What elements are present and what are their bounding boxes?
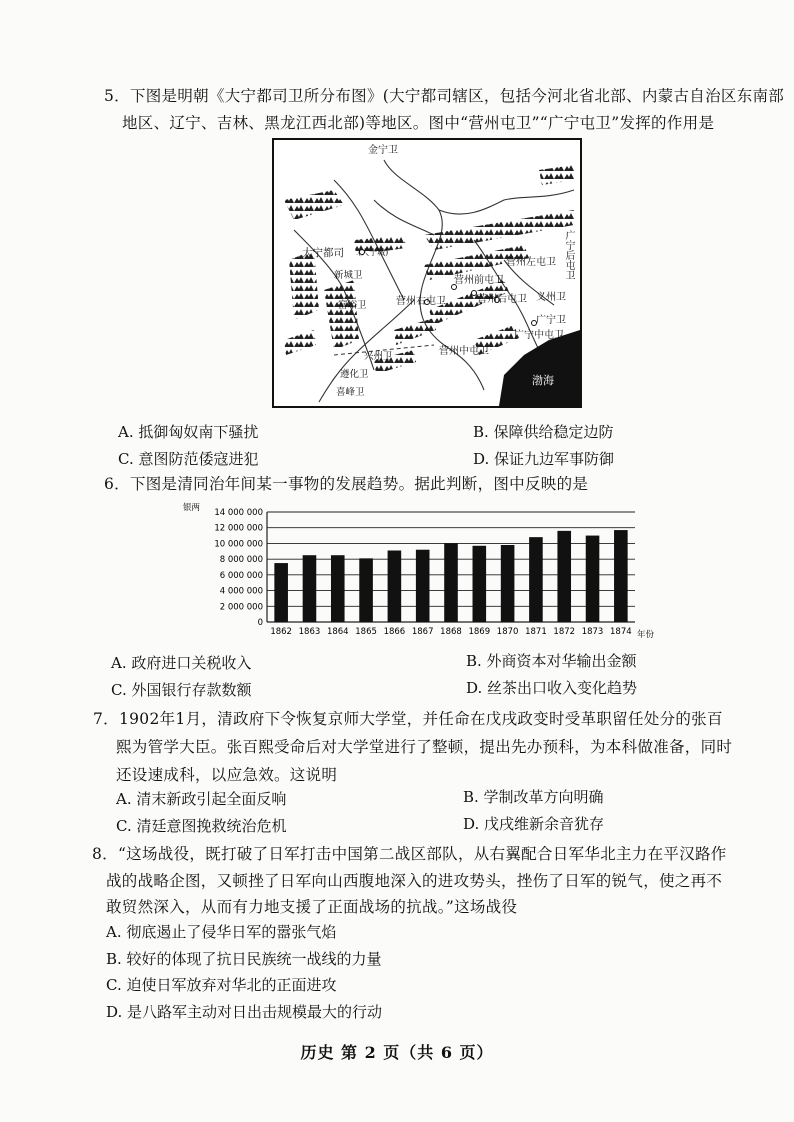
bar-1872 (557, 531, 571, 622)
q7-option-b[interactable]: B. 学制改革方向明确 (463, 788, 604, 806)
q8-option-b[interactable]: B. 较好的体现了抗日民族统一战线的力量 (106, 950, 382, 968)
map-label-xifeng: 喜峰卫 (336, 387, 365, 398)
q5-option-c[interactable]: C. 意图防范倭寇进犯 (118, 450, 259, 468)
bar-1870 (501, 545, 515, 622)
q6-chart (175, 500, 665, 646)
q8-option-a[interactable]: A. 彻底遏止了侵华日军的嚣张气焰 (106, 923, 337, 941)
y-tick-label: 12 000 000 (214, 523, 263, 534)
x-tick-label: 1866 (383, 627, 406, 637)
map-label-xincheng: 新城卫 (334, 270, 363, 281)
bar-1865 (359, 558, 373, 622)
bar-1867 (416, 550, 430, 622)
x-tick-label: 1862 (270, 627, 292, 637)
bar-1868 (444, 543, 458, 622)
map-label-zunhua: 遵化卫 (340, 369, 369, 380)
y-tick-label: 2 000 000 (219, 602, 263, 613)
chart-y-ticks (214, 508, 263, 628)
x-tick-label: 1869 (468, 627, 491, 637)
x-tick-label: 1863 (298, 627, 321, 637)
x-tick-label: 1864 (326, 627, 349, 637)
q7-line2: 熙为管学大臣。张百熙受命后对大学堂进行了整顿，提出先办预科，为本科做准备，同时 (116, 738, 733, 756)
q6-option-b[interactable]: B. 外商资本对华输出金额 (466, 652, 637, 670)
q6-chart-svg (175, 500, 665, 646)
q5-option-d[interactable]: D. 保证九边军事防御 (473, 450, 615, 468)
y-tick-label: 0 (257, 618, 263, 628)
map-label-daning: 大宁都司 (302, 247, 344, 259)
x-tick-label: 1865 (355, 627, 377, 637)
q6-stem: 6．下图是清同治年间某一事物的发展趋势。据此判断，图中反映的是 (104, 475, 589, 493)
map-label-bohai: 渤海 (532, 374, 554, 387)
q5-stem-line2: 地区、辽宁、吉林、黑龙江西北部)等地区。图中“营州屯卫”“广宁屯卫”发挥的作用是 (122, 114, 715, 132)
q6-option-a[interactable]: A. 政府进口关税收入 (111, 654, 252, 672)
x-tick-label: 1868 (440, 627, 462, 637)
map-label-daning-sub: (大宁城) (358, 248, 389, 257)
y-tick-label: 8 000 000 (219, 555, 263, 566)
page-footer: 历史 第 2 页（共 6 页） (300, 1043, 494, 1062)
map-label-yingzhou-qian: 营州前屯卫 (454, 275, 504, 286)
q8-option-d[interactable]: D. 是八路军主动对日出击规模最大的行动 (106, 1003, 383, 1021)
map-label-yingzhou-hou: 营州后屯卫 (477, 294, 527, 305)
q8-line3: 敢贸然深入，从而有力地支援了正面战场的抗战。”这场战役 (106, 898, 518, 916)
map-label-yingzhou-you: 营州右屯卫 (396, 296, 446, 307)
x-tick-label: 1874 (610, 627, 632, 637)
y-tick-label: 4 000 000 (219, 586, 263, 597)
x-tick-label: 1873 (581, 627, 604, 637)
map-label-yingzhou-zuo: 营州左屯卫 (506, 257, 556, 268)
map-drawing (274, 140, 580, 406)
bar-1869 (473, 546, 487, 622)
chart-x-ticks (270, 627, 631, 637)
bar-1864 (331, 555, 345, 622)
x-tick-label: 1871 (525, 627, 547, 637)
bar-1863 (303, 555, 317, 622)
y-tick-label: 6 000 000 (219, 570, 263, 581)
q6-option-c[interactable]: C. 外国银行存款数额 (111, 681, 252, 699)
mountain-ranges (284, 165, 574, 374)
bar-1873 (586, 536, 600, 622)
y-tick-label: 14 000 000 (214, 508, 263, 518)
q7-line3: 还设速成科，以应急效。这说明 (116, 766, 338, 784)
map-label-guangning-zhong: 广宁中屯卫 (514, 330, 564, 341)
chart-y-label: 银两 (183, 503, 201, 513)
q5-option-b[interactable]: B. 保障供给稳定边防 (473, 423, 614, 441)
bar-1874 (614, 530, 628, 622)
bar-1866 (388, 551, 402, 623)
x-tick-label: 1870 (496, 627, 519, 637)
q7-line1: 7．1902年1月，清政府下令恢复京师大学堂，并任命在戊戌政变时受革职留任处分的张百 (93, 710, 723, 728)
q7-option-a[interactable]: A. 清末新政引起全面反响 (116, 790, 287, 808)
x-tick-label: 1867 (411, 627, 434, 637)
map-label-xingzhou: 兴州卫 (364, 351, 393, 362)
bar-1862 (274, 563, 288, 622)
y-tick-label: 10 000 000 (214, 539, 263, 550)
q5-stem-line1: 5．下图是明朝《大宁都司卫所分布图》(大宁都司辖区，包括今河北省北部、内蒙古自治区东南部 (104, 87, 785, 105)
map-label-guangning-hou: 广宁后屯卫 (563, 230, 574, 280)
q5-option-a[interactable]: A. 抵御匈奴南下骚扰 (118, 423, 259, 441)
x-tick-label: 1872 (553, 627, 576, 637)
q8-line1: 8．“这场战役，既打破了日军打击中国第二战区部队，从右翼配合日军华北主力在平汉路作 (92, 845, 727, 863)
map-label-yingzhou-zhong: 营州中屯卫 (439, 346, 489, 357)
bohai-sea (499, 330, 580, 406)
q8-option-c[interactable]: C. 迫使日军放弃对华北的正面进攻 (106, 976, 337, 994)
q7-option-c[interactable]: C. 清廷意图挽救统治危机 (116, 817, 287, 835)
map-label-yizhou: 义州卫 (536, 292, 566, 303)
chart-x-label: 年份 (637, 630, 655, 640)
map-label-jinning: 金宁卫 (368, 145, 398, 156)
bar-1871 (529, 537, 543, 622)
q6-option-d[interactable]: D. 丝茶出口收入变化趋势 (466, 679, 638, 697)
q8-line2: 战的战略企图，又顿挫了日军向山西腹地深入的进攻势头，挫伤了日军的锐气，使之再不 (106, 872, 723, 890)
map-label-guangning: 广宁卫 (536, 315, 566, 326)
map-label-fuyu: 富峪卫 (338, 300, 367, 311)
q7-option-d[interactable]: D. 戊戌维新余音犹存 (463, 815, 605, 833)
ming-daning-map (272, 138, 582, 408)
